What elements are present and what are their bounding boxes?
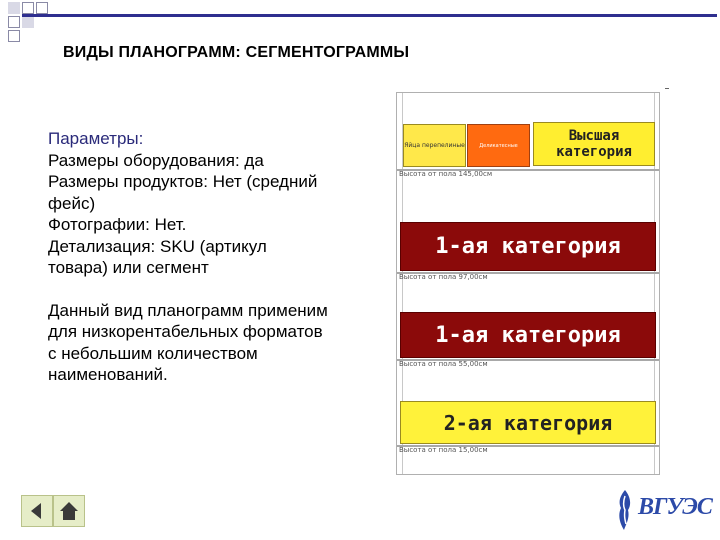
page-title: ВИДЫ ПЛАНОГРАММ: СЕГМЕНТОГРАММЫ bbox=[63, 44, 410, 61]
segment-category-2: 2-ая категория bbox=[400, 401, 656, 444]
segmentogram bbox=[396, 92, 660, 475]
home-icon bbox=[58, 500, 80, 522]
shelf-height-label: Высота от пола 15,00см bbox=[399, 446, 488, 454]
decor-tick bbox=[665, 88, 669, 89]
shelf-height-label: Высота от пола 97,00см bbox=[399, 273, 488, 281]
param-line: Размеры продуктов: Нет (средний bbox=[48, 172, 318, 191]
params-heading: Параметры: bbox=[48, 129, 144, 148]
left-arrow-icon bbox=[27, 501, 47, 521]
decor-square bbox=[22, 16, 34, 28]
home-button[interactable] bbox=[53, 495, 85, 527]
slide-body bbox=[48, 128, 388, 386]
decor-square bbox=[22, 2, 34, 14]
segment-category-1: 1-ая категория bbox=[400, 222, 656, 271]
description-line: с небольшим количеством bbox=[48, 343, 258, 363]
decor-square bbox=[8, 16, 20, 28]
param-line: Фотографии: Нет. bbox=[48, 215, 187, 234]
description-line: Данный вид планограмм применим bbox=[48, 300, 328, 320]
back-button[interactable] bbox=[21, 495, 53, 527]
param-line: фейс) bbox=[48, 193, 96, 213]
shelf-height-label: Высота от пола 145,00см bbox=[399, 170, 493, 178]
decor-square bbox=[8, 30, 20, 42]
segment-category-1: 1-ая категория bbox=[400, 312, 656, 358]
logo-emblem-icon bbox=[614, 488, 636, 532]
segment-top-category: Высшая категория bbox=[533, 122, 655, 166]
decor-square bbox=[8, 2, 20, 14]
param-line: товара) или сегмент bbox=[48, 258, 209, 277]
description-line: наименований. bbox=[48, 365, 168, 384]
logo-text: ВГУЭС bbox=[638, 494, 712, 520]
segment-orange: Деликатесные bbox=[467, 124, 530, 167]
segment-small-left: Яйца перепелиные bbox=[403, 124, 466, 167]
description-line: для низкорентабельных форматов bbox=[48, 322, 323, 341]
university-logo bbox=[614, 488, 714, 532]
decor-square bbox=[36, 2, 48, 14]
param-line: Размеры оборудования: да bbox=[48, 150, 264, 170]
header-rule bbox=[22, 14, 717, 17]
param-line: Детализация: SKU (артикул bbox=[48, 236, 267, 256]
shelf-height-label: Высота от пола 55,00см bbox=[399, 360, 488, 368]
